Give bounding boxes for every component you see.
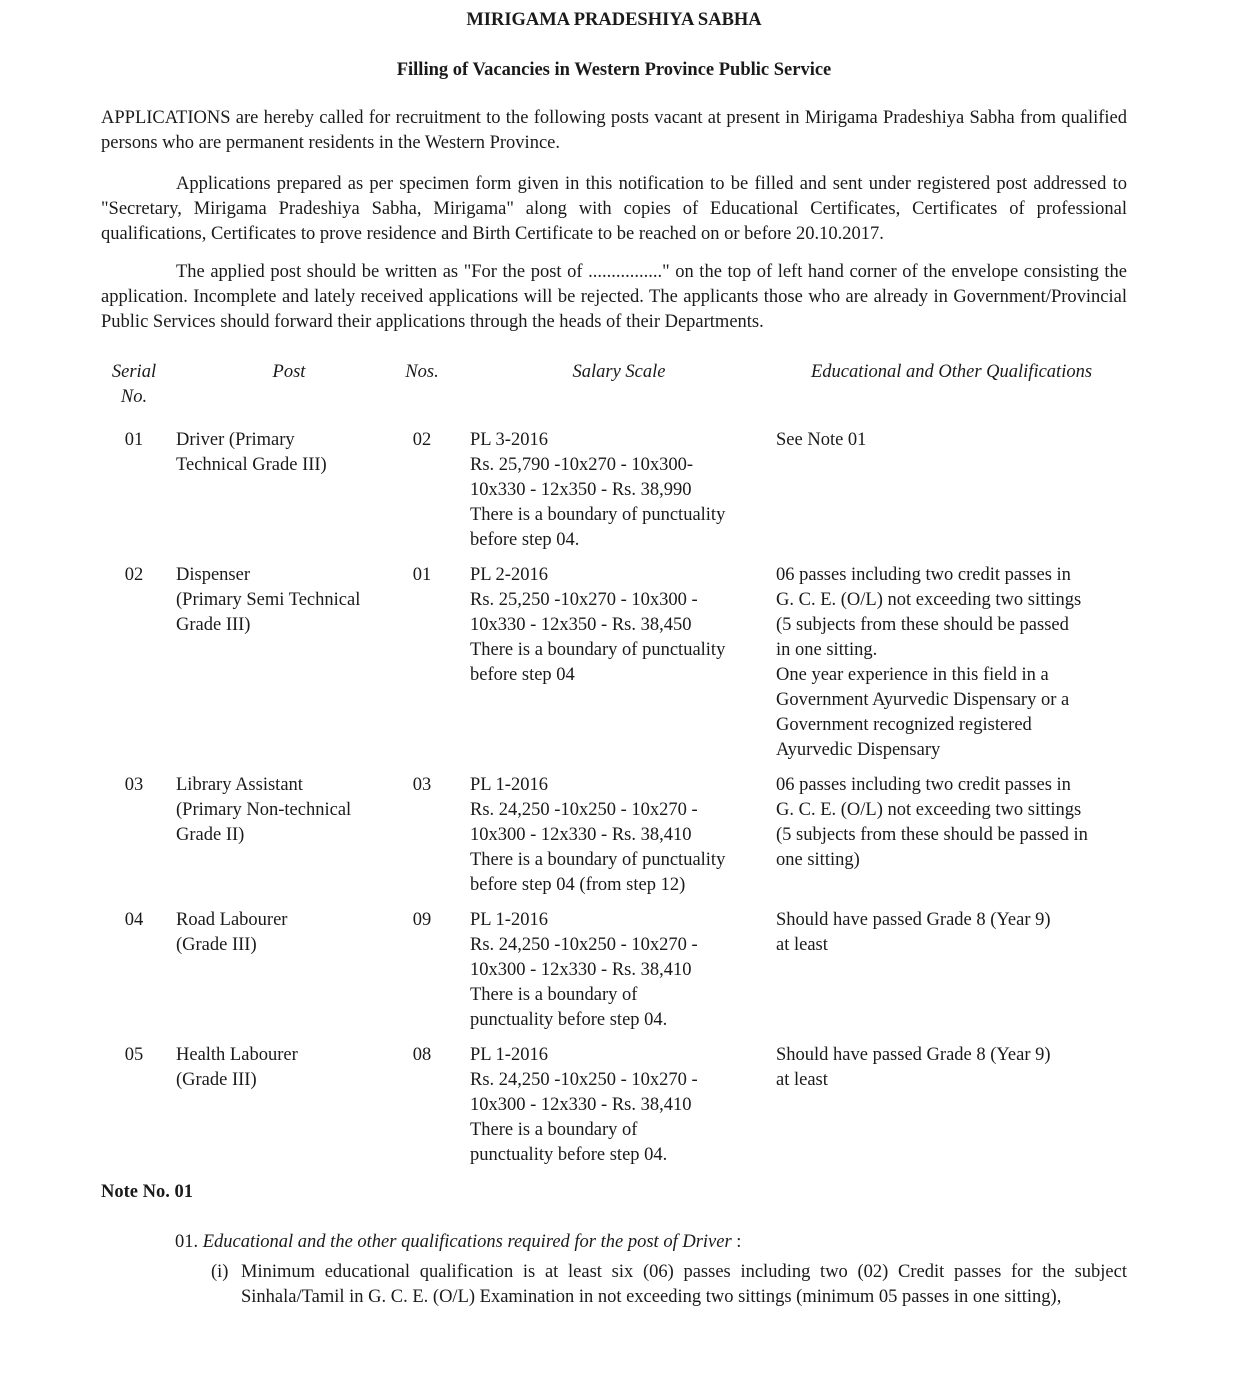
row-post: Driver (Primary Technical Grade III) — [176, 430, 327, 475]
row-qualifications: 06 passes including two credit passes in G. C. E. (O/L) not exceeding two sittings (5 subjects from these should be passed in one sitting. One year experience in this field in a Government Ayurvedic Dispensary or a Government recognized registered Ayurvedic Dispensary — [776, 565, 1082, 760]
row-qualifications: 06 passes including two credit passes in G. C. E. (O/L) not exceeding two sittings (5 subjects from these should be passed in one sitting) — [776, 775, 1088, 870]
row-serial: 05 — [124, 1045, 144, 1065]
note-heading: Note No. 01 — [101, 1182, 193, 1202]
row-nos: 08 — [412, 1045, 432, 1065]
row-post: Health Labourer (Grade III) — [176, 1045, 298, 1090]
note-subitem-text: Minimum educational qualification is at least six (06) passes including two (02) Credit passes for the subject Sinhala/Tamil in G. C. E. (O/L) Examination in not exceeding two sittings (minimum 05 passes in one sitting), — [241, 1262, 1127, 1307]
row-post: Dispenser (Primary Semi Technical Grade III) — [176, 565, 361, 635]
row-nos: 03 — [412, 775, 432, 795]
intro-paragraph: APPLICATIONS are hereby called for recruitment to the following posts vacant at present in Mirigama Pradeshiya Sabha from qualified persons who are permanent residents in the Western Province. — [101, 108, 1127, 153]
page-title: MIRIGAMA PRADESHIYA SABHA — [466, 10, 762, 30]
page-subtitle: Filling of Vacancies in Western Province Public Service — [396, 60, 832, 80]
row-salary: PL 3-2016 Rs. 25,790 -10x270 - 10x300- 10x330 - 12x350 - Rs. 38,990 There is a boundary of punctuality before step 04. — [470, 430, 726, 550]
row-salary: PL 1-2016 Rs. 24,250 -10x250 - 10x270 - 10x300 - 12x330 - Rs. 38,410 There is a boundary of punctuality before step 04. — [470, 1045, 698, 1165]
table-header — [101, 360, 1127, 420]
row-qualifications: See Note 01 — [776, 430, 867, 450]
row-salary: PL 2-2016 Rs. 25,250 -10x270 - 10x300 - 10x330 - 12x350 - Rs. 38,450 There is a boundary of punctuality before step 04 — [470, 565, 726, 685]
note-item-text: Educational and the other qualifications required for the post of Driver — [202, 1232, 732, 1252]
submission-paragraph: Applications prepared as per specimen form given in this notification to be filled and sent under registered post addressed to "Secretary, Mirigama Pradeshiya Sabha, Mirigama" along with copies of Educational Certificates, Certificates of professional qualifications, Certificates to prove residence and Birth Certificate to be reached on or before 20.10.2017. — [101, 174, 1127, 244]
note-item-suffix: : — [731, 1232, 742, 1252]
row-salary: PL 1-2016 Rs. 24,250 -10x250 - 10x270 - 10x300 - 12x330 - Rs. 38,410 There is a boundary of punctuality before step 04 (from step 12) — [470, 775, 726, 895]
row-nos: 01 — [412, 565, 432, 585]
row-serial: 04 — [124, 910, 144, 930]
header-qualifications: Educational and Other Qualifications — [810, 362, 1093, 382]
row-post: Library Assistant (Primary Non-technical Grade II) — [176, 775, 352, 845]
row-serial: 02 — [124, 565, 144, 585]
note-item — [175, 1230, 741, 1255]
note-item-number: 01. — [175, 1232, 199, 1252]
row-qualifications: Should have passed Grade 8 (Year 9) at least — [776, 1045, 1051, 1090]
row-serial: 01 — [124, 430, 144, 450]
row-nos: 09 — [412, 910, 432, 930]
header-serial: Serial No. — [111, 362, 157, 407]
row-serial: 03 — [124, 775, 144, 795]
header-nos: Nos. — [405, 362, 439, 382]
row-qualifications: Should have passed Grade 8 (Year 9) at least — [776, 910, 1051, 955]
row-salary: PL 1-2016 Rs. 24,250 -10x250 - 10x270 - 10x300 - 12x330 - Rs. 38,410 There is a boundary of punctuality before step 04. — [470, 910, 698, 1030]
row-nos: 02 — [412, 430, 432, 450]
row-post: Road Labourer (Grade III) — [176, 910, 288, 955]
header-post: Post — [272, 362, 306, 382]
note-subitem-marker: (i) — [211, 1262, 229, 1282]
envelope-paragraph: The applied post should be written as "For the post of ................" on the top of left hand corner of the envelope consisting the application. Incomplete and lately received applications will be rejected. The applicants those who are already in Government/Provincial Public Services should forward their applications through the heads of their Departments. — [101, 262, 1127, 332]
header-salary: Salary Scale — [572, 362, 666, 382]
